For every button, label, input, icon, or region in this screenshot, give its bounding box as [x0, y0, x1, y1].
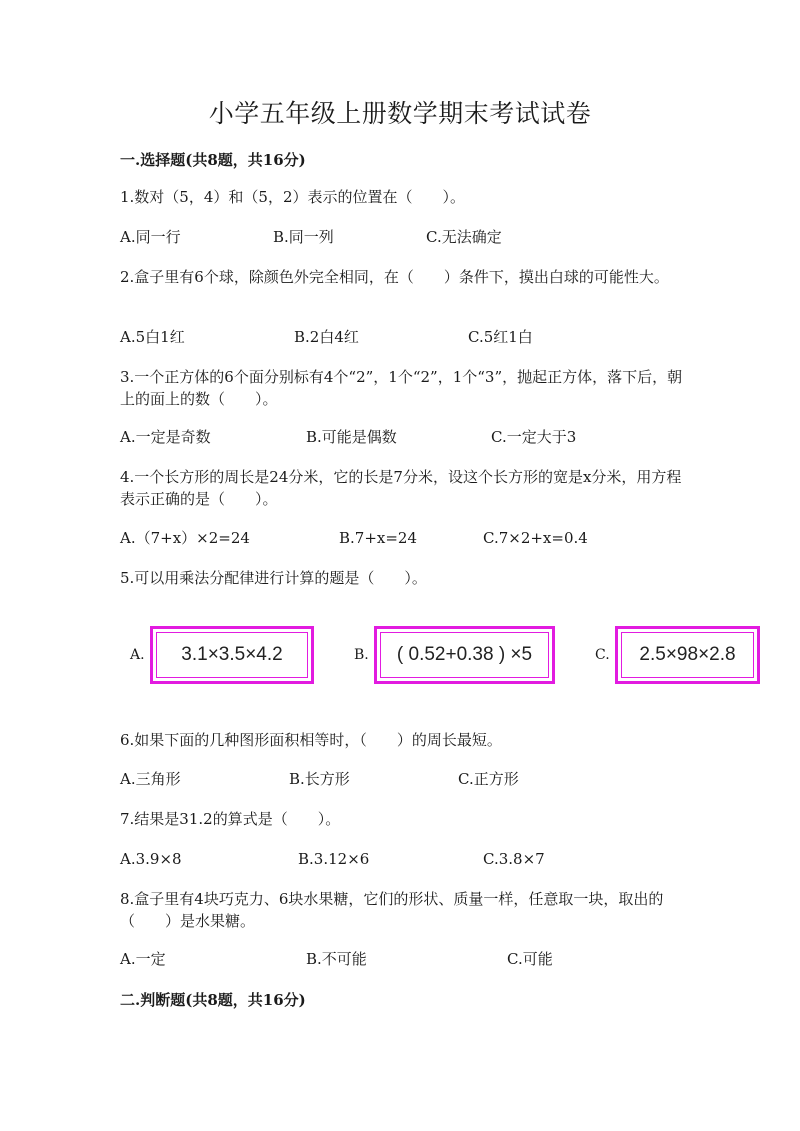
q3-option-c: C.一定大于3	[491, 428, 577, 446]
q1-option-b: B.同一列	[273, 228, 334, 246]
q6-option-b: B.长方形	[289, 770, 350, 788]
q2-option-c: C.5红1白	[468, 328, 533, 346]
section-heading-choice: 一.选择题(共8题，共16分)	[120, 151, 306, 169]
q5-option-c-box	[615, 626, 760, 684]
question-5: 5.可以用乘法分配律进行计算的题是（ ）。	[120, 569, 427, 587]
q1-option-c: C.无法确定	[426, 228, 502, 246]
q6-option-a: A.三角形	[120, 770, 181, 788]
q8-option-a: A.一定	[120, 950, 166, 968]
q5-option-b-box	[374, 626, 555, 684]
section-heading-judgement: 二.判断题(共8题，共16分)	[120, 991, 306, 1009]
question-4: 4.一个长方形的周长是24分米，它的长是7分米，设这个长方形的宽是x分米，用方程表示正确的是（ ）。	[120, 468, 682, 508]
q5-option-b-expression: ( 0.52+0.38 ) ×5	[396, 644, 533, 665]
question-6: 6.如果下面的几种图形面积相等时，（ ）的周长最短。	[120, 731, 502, 749]
q5-option-b-label: B.	[354, 647, 369, 663]
q1-option-a: A.同一行	[120, 228, 181, 246]
q4-option-c: C.7×2+x=0.4	[483, 529, 588, 547]
q5-option-a-expression: 3.1×3.5×4.2	[181, 644, 283, 665]
q5-option-c-label: C.	[595, 647, 610, 663]
q7-option-c: C.3.8×7	[483, 850, 545, 868]
q5-option-a-box	[150, 626, 314, 684]
page-title: 小学五年级上册数学期末考试试卷	[208, 99, 592, 128]
q8-option-c: C.可能	[507, 950, 553, 968]
q2-option-b: B.2白4红	[294, 328, 359, 346]
q2-option-a: A.5白1红	[120, 328, 185, 346]
q5-option-c-expression: 2.5×98×2.8	[639, 644, 736, 665]
q3-option-a: A.一定是奇数	[120, 428, 211, 446]
q6-option-c: C.正方形	[458, 770, 519, 788]
q3-option-b: B.可能是偶数	[306, 428, 397, 446]
q5-option-a-label: A.	[130, 647, 145, 663]
question-7: 7.结果是31.2的算式是（ ）。	[120, 810, 341, 828]
q4-option-a: A.（7+x）×2=24	[120, 529, 250, 547]
q7-option-b: B.3.12×6	[298, 850, 370, 868]
q4-option-b: B.7+x=24	[339, 529, 418, 547]
q7-option-a: A.3.9×8	[120, 850, 182, 868]
question-1: 1.数对（5，4）和（5，2）表示的位置在（ ）。	[120, 188, 465, 206]
question-3: 3.一个正方体的6个面分别标有4个“2”，1个“2”，1个“3”，抛起正方体，落下后，朝上的面上的数（ ）。	[120, 368, 683, 408]
question-2: 2.盒子里有6个球，除颜色外完全相同，在（ ）条件下，摸出白球的可能性大。	[120, 268, 669, 286]
q8-option-b: B.不可能	[306, 950, 367, 968]
question-8: 8.盒子里有4块巧克力、6块水果糖，它们的形状、质量一样，任意取一块，取出的（ ）是水果糖。	[120, 890, 664, 930]
